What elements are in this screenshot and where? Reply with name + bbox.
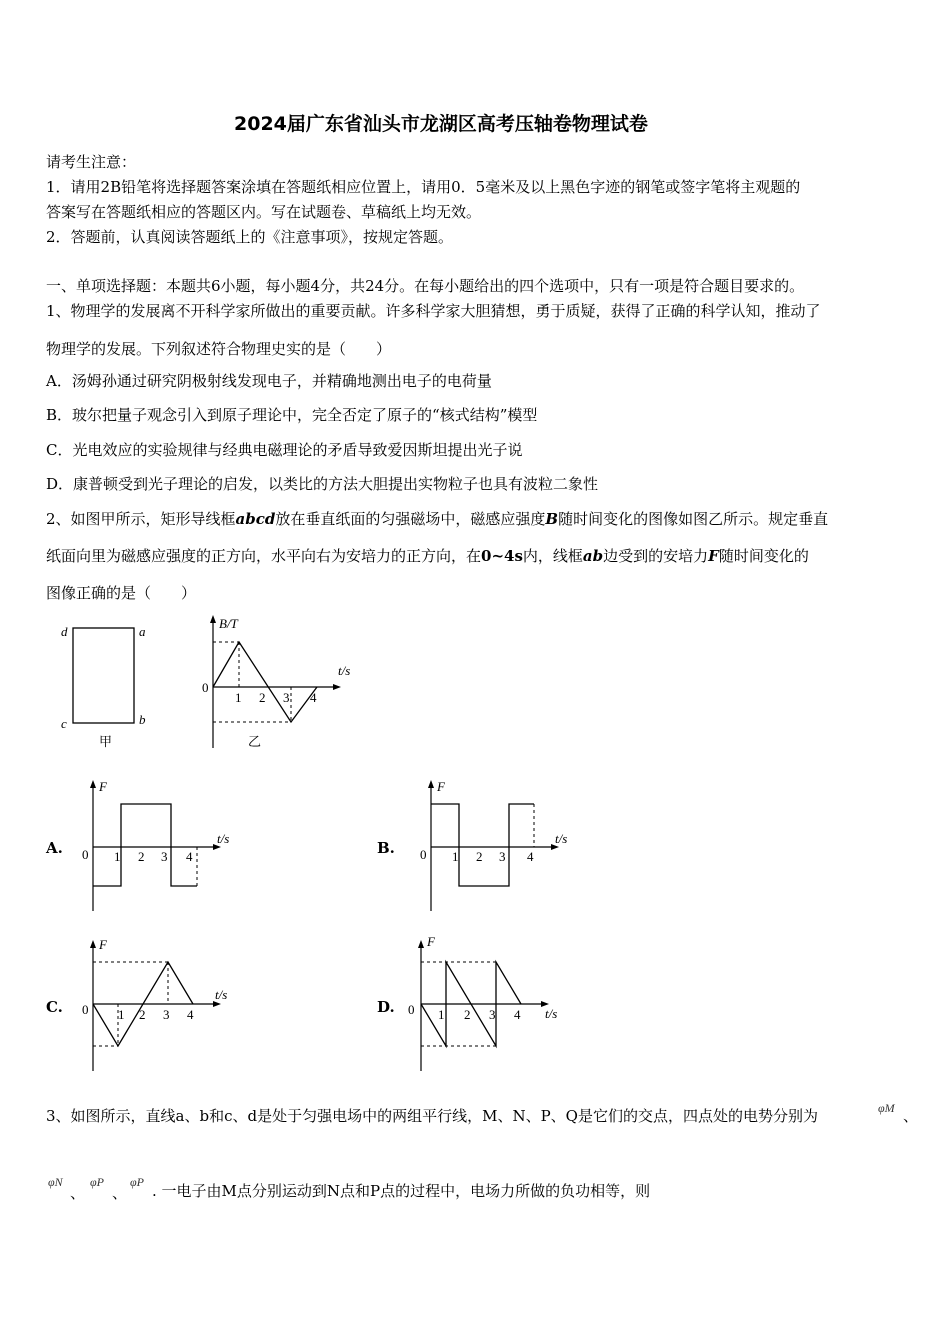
figure-yi (198, 612, 368, 752)
notice-line-1b: 答案写在答题纸相应的答题区内。写在试题卷、草稿纸上均无效。 (46, 203, 482, 221)
f-curve (431, 804, 534, 886)
y-arrow (210, 615, 216, 623)
q3-stem-2: . 一电子由M点分别运动到N点和P点的过程中，电场力所做的负功相等，则 (152, 1182, 651, 1200)
tick-2: 2 (139, 1007, 146, 1022)
q2-text: 随时间变化的图像如图乙所示。规定垂直 (558, 510, 829, 528)
q3-sep: 、 (903, 1107, 919, 1125)
caption-jia: 甲 (99, 734, 113, 749)
y-arrow (418, 940, 424, 948)
option-c-label: C. (46, 998, 63, 1016)
x-arrow (333, 684, 341, 690)
tick-0: 0 (420, 847, 427, 862)
option-c-graph (80, 935, 250, 1075)
tick-0: 0 (82, 1002, 89, 1017)
wire-frame (73, 628, 134, 723)
option-b-graph (418, 775, 588, 915)
tick-4: 4 (187, 1007, 194, 1022)
tick-2: 2 (138, 849, 145, 864)
tick-3: 3 (283, 690, 290, 705)
notice-heading: 请考生注意： (46, 153, 137, 171)
tick-1: 1 (114, 849, 121, 864)
x-label: t/s (338, 663, 351, 678)
q2-text: 2、如图甲所示，矩形导线框 (46, 510, 236, 528)
tick-4: 4 (514, 1007, 521, 1022)
tick-2: 2 (259, 690, 266, 705)
option-d-graph (408, 935, 578, 1075)
phi-n: φN (48, 1175, 63, 1189)
x-label: t/s (217, 831, 230, 846)
q2-var-abcd: abcd (235, 510, 276, 528)
q2-stem-3: 图像正确的是（ ） (46, 584, 197, 602)
label-c: c (61, 716, 67, 731)
tick-1: 1 (118, 1007, 125, 1022)
q2-var-ab: ab (582, 547, 604, 565)
section-heading: 一、单项选择题：本题共6小题，每小题4分，共24分。在每小题给出的四个选项中，只有一项是符合题目要求的。 (46, 277, 805, 295)
origin-label: 0 (202, 680, 209, 695)
tick-3: 3 (499, 849, 506, 864)
y-label: F (99, 779, 107, 794)
y-arrow (90, 940, 96, 948)
caption-yi: 乙 (248, 734, 262, 749)
tick-0: 0 (82, 847, 89, 862)
y-arrow (428, 780, 434, 788)
figure-jia (55, 618, 155, 750)
tick-3: 3 (489, 1007, 496, 1022)
q1-option-a: A．汤姆孙通过研究阴极射线发现电子，并精确地测出电子的电荷量 (46, 372, 492, 390)
x-label: t/s (555, 831, 568, 846)
phi-p: φP (90, 1175, 104, 1189)
y-label: F (437, 779, 445, 794)
q1-option-d: D．康普顿受到光子理论的启发，以类比的方法大胆提出实物粒子也具有波粒二象性 (46, 475, 599, 493)
q2-text: 随时间变化的 (718, 547, 809, 565)
option-d-label: D. (377, 998, 395, 1016)
notice-line-1: 1．请用2B铅笔将选择题答案涂填在答题纸相应位置上，请用0．5毫米及以上黑色字迹的钢笔或签字笔将主观题的 (46, 178, 801, 196)
y-label: B/T (219, 616, 238, 631)
tick-3: 3 (163, 1007, 170, 1022)
f-curve (93, 804, 197, 886)
option-b-label: B. (377, 839, 395, 857)
q2-var-b: B (545, 510, 559, 528)
label-a: a (139, 624, 146, 639)
q3-stem-1: 3、如图所示，直线a、b和c、d是处于匀强电场中的两组平行线，M、N、P、Q是它们的交点，四点处的电势分别为 (46, 1107, 818, 1125)
phi-q: φP (130, 1175, 144, 1189)
b-curve (213, 642, 317, 722)
option-a-label: A. (46, 839, 63, 857)
tick-2: 2 (464, 1007, 471, 1022)
tick-1: 1 (235, 690, 242, 705)
tick-2: 2 (476, 849, 483, 864)
x-label: t/s (545, 1006, 558, 1021)
q2-range: 0~4s (481, 547, 523, 565)
page-title: 2024届广东省汕头市龙湖区高考压轴卷物理试卷 (234, 113, 648, 135)
q2-stem-2 (46, 546, 809, 566)
tick-4: 4 (527, 849, 534, 864)
y-label: F (427, 934, 435, 949)
tick-0: 0 (408, 1002, 415, 1017)
q3-sep: 、 (70, 1184, 86, 1202)
q1-stem-2: 物理学的发展。下列叙述符合物理史实的是（ ） (46, 340, 392, 358)
tick-1: 1 (438, 1007, 445, 1022)
q1-option-b: B．玻尔把量子观念引入到原子理论中，完全否定了原子的“核式结构”模型 (46, 406, 538, 424)
label-d: d (61, 624, 68, 639)
notice-line-2: 2．答题前，认真阅读答题纸上的《注意事项》，按规定答题。 (46, 228, 454, 246)
y-arrow (90, 780, 96, 788)
option-a-graph (80, 775, 250, 915)
x-label: t/s (215, 987, 228, 1002)
q1-option-c: C．光电效应的实验规律与经典电磁理论的矛盾导致爱因斯坦提出光子说 (46, 441, 523, 459)
label-b: b (139, 712, 146, 727)
y-label: F (99, 937, 107, 952)
q2-text: 纸面向里为磁感应强度的正方向，水平向右为安培力的正方向，在 (46, 547, 482, 565)
tick-1: 1 (452, 849, 459, 864)
tick-3: 3 (161, 849, 168, 864)
q2-text: 放在垂直纸面的匀强磁场中，磁感应强度 (275, 510, 546, 528)
q1-stem-1: 1、物理学的发展离不开科学家所做出的重要贡献。许多科学家大胆猜想，勇于质疑，获得了正确的科学认知，推动了 (46, 302, 821, 320)
q2-var-f: F (708, 547, 719, 565)
q2-stem-1 (46, 509, 828, 529)
q3-sep: 、 (112, 1184, 128, 1202)
phi-m: φM (878, 1101, 895, 1115)
tick-4: 4 (186, 849, 193, 864)
q2-text: 内，线框 (522, 547, 583, 565)
tick-4: 4 (310, 690, 317, 705)
q2-text: 边受到的安培力 (603, 547, 709, 565)
